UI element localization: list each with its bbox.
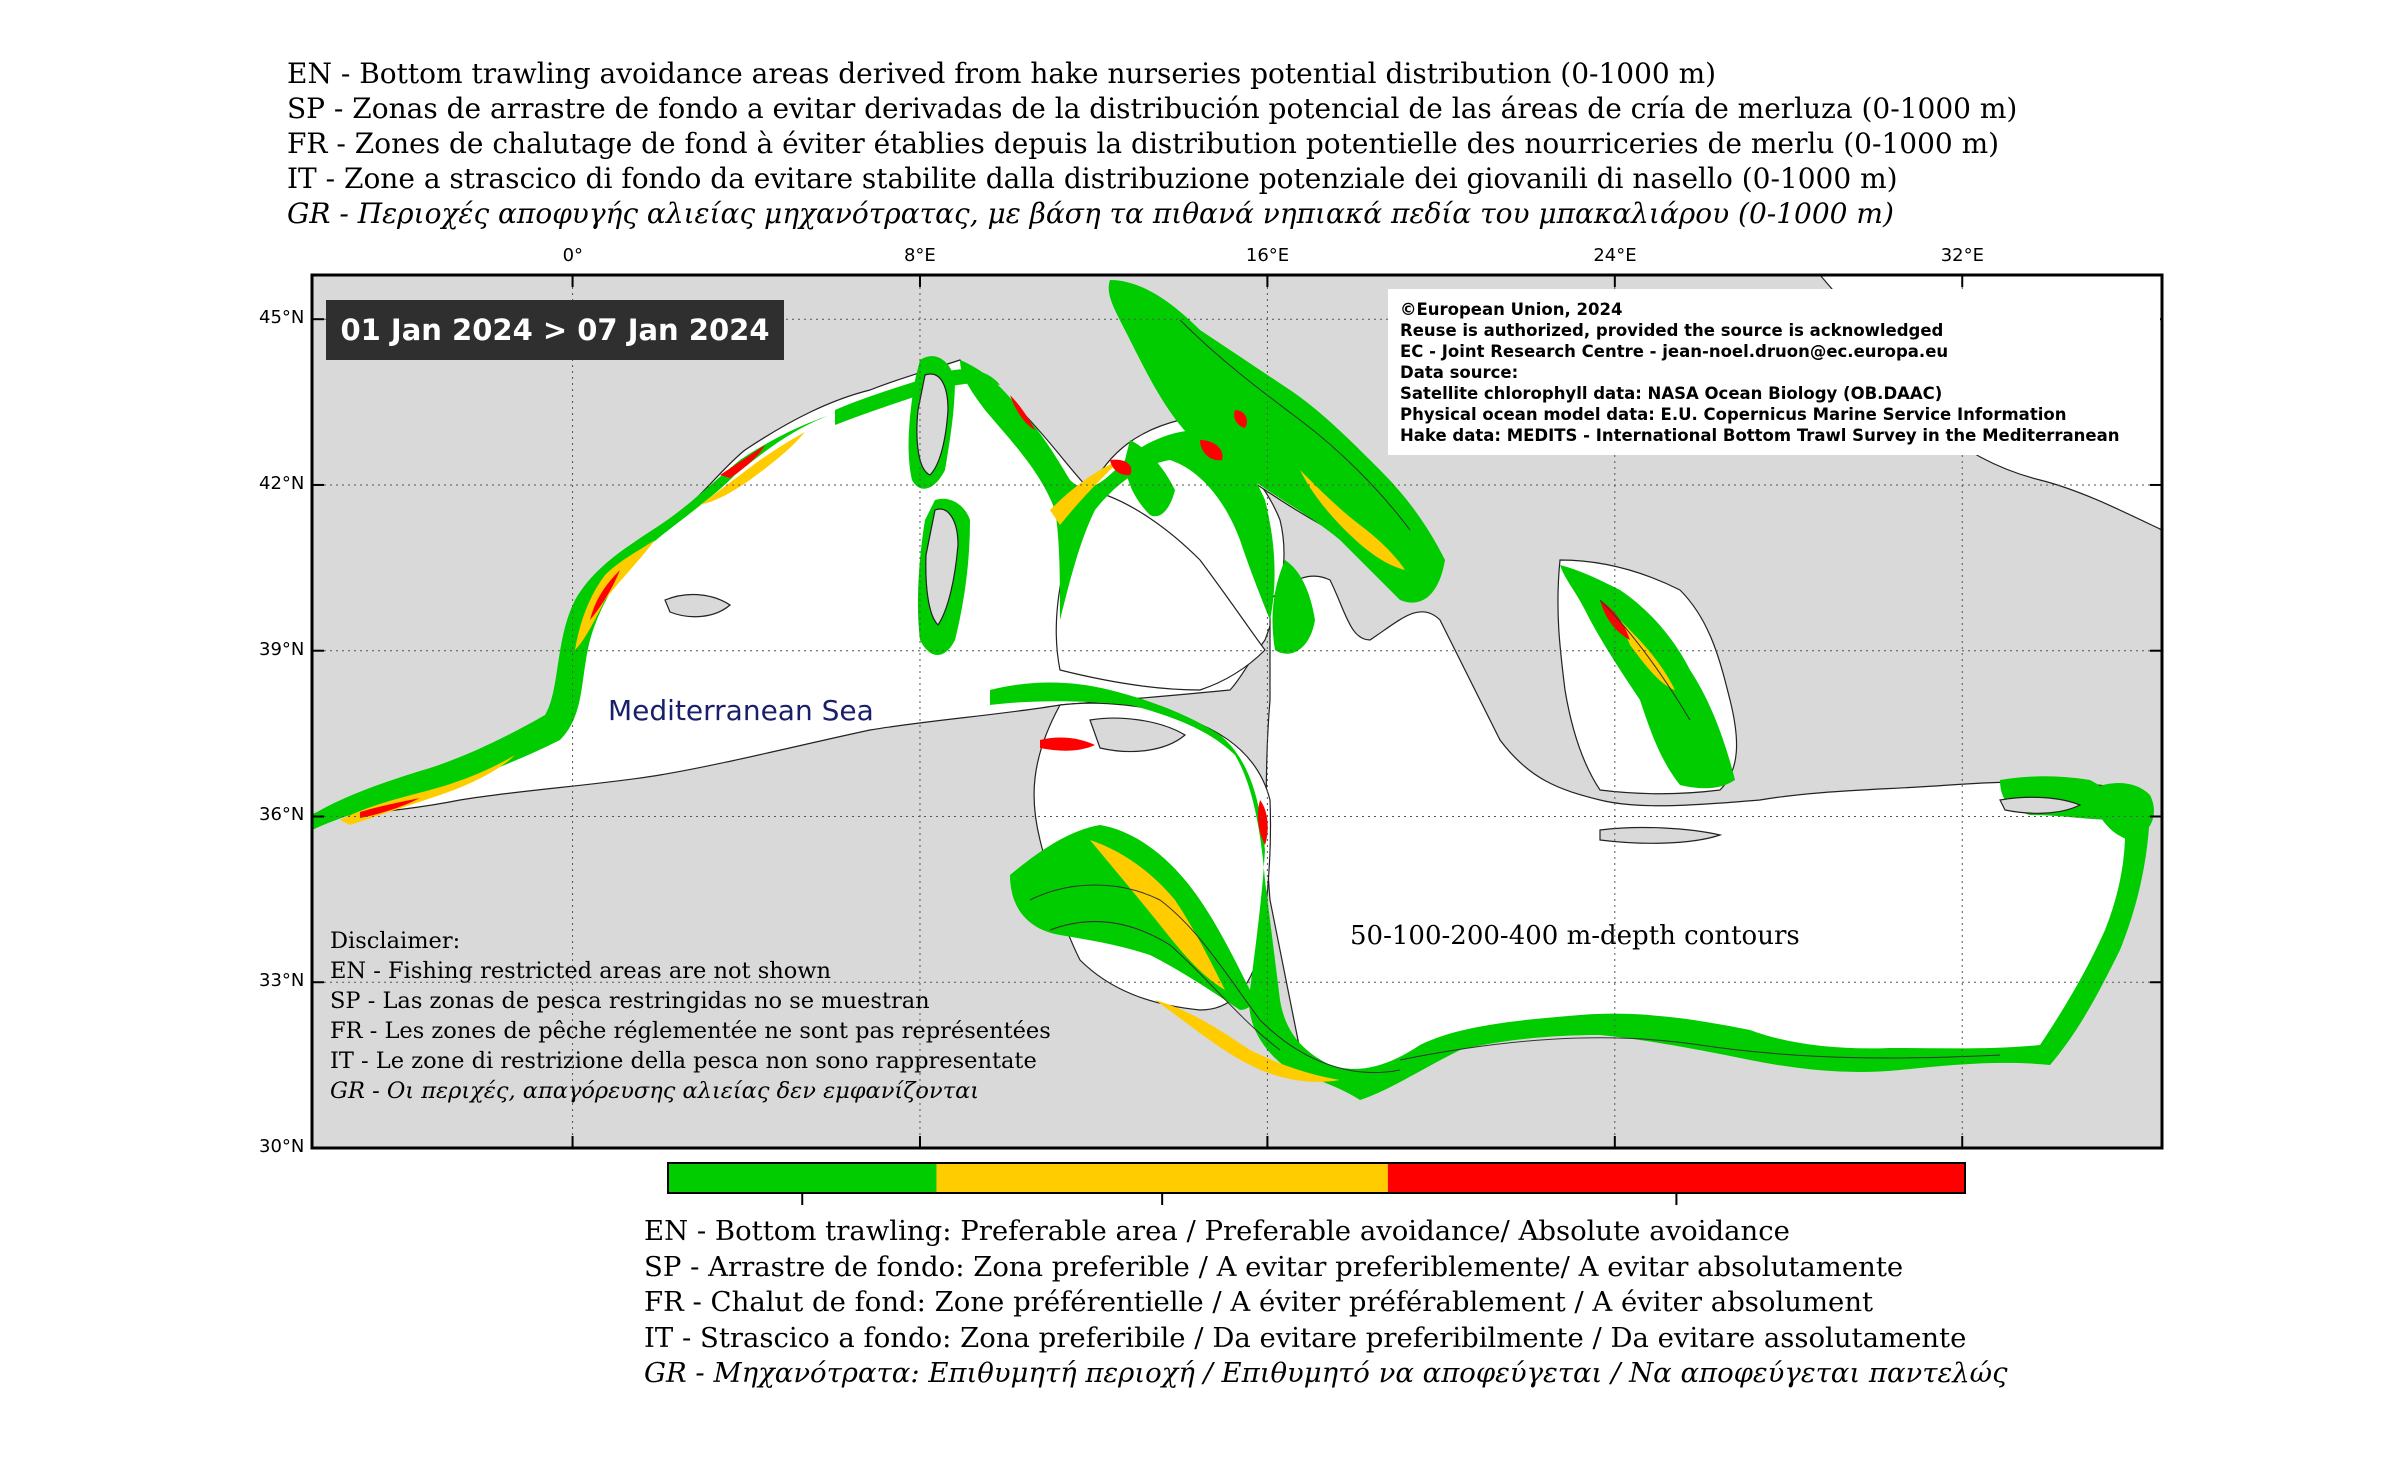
colorbar-preferable-area [668,1163,936,1193]
disclaimer-heading: Disclaimer: [330,928,461,954]
legend-it: IT - Strascico a fondo: Zona preferibile / Da evitare preferibilmente / Da evitare assolutamente [644,1321,1967,1354]
lon-tick-label: 32°E [1940,245,1985,266]
legend-en: EN - Bottom trawling: Preferable area / Preferable avoidance/ Absolute avoidance [644,1215,1790,1247]
legend-fr: FR - Chalut de fond: Zone préférentielle / A éviter préférablement / A éviter absolument [644,1286,1874,1318]
credit-source-heading: Data source: [1400,363,1519,382]
lon-tick-label: 24°E [1593,245,1637,266]
credit-contact: EC - Joint Research Centre - jean-noel.druon@ec.europa.eu [1400,342,1949,361]
credit-satellite: Satellite chlorophyll data: NASA Ocean Biology (OB.DAAC) [1400,384,1943,403]
disclaimer [330,926,1051,1106]
colorbar-preferable-avoidance [936,1163,1387,1193]
credits-box [1388,289,2160,455]
lon-tick-label: 0° [562,245,584,266]
disclaimer-gr: GR - Οι περιχές, απαγόρευσης αλιείας δεν εμφανίζονται [330,1078,980,1104]
sea-label: Mediterranean Sea [608,694,874,727]
lat-tick-label: 30°N [259,1136,305,1157]
credit-hake: Hake data: MEDITS - International Bottom Trawl Survey in the Mediterranean [1400,426,2120,445]
credit-copyright: ©European Union, 2024 [1400,300,1623,319]
title-gr: GR - Περιοχές αποφυγής αλιείας μηχανότρατας, με βάση τα πιθανά νηπιακά πεδία του μπακαλιάρου (0-1000 m) [287,197,1894,230]
disclaimer-en: EN - Fishing restricted areas are not shown [330,958,832,984]
credit-physical: Physical ocean model data: E.U. Copernicus Marine Service Information [1400,405,2067,424]
credit-reuse: Reuse is authorized, provided the source is acknowledged [1400,321,1944,340]
disclaimer-fr: FR - Les zones de pêche réglementée ne sont pas représentées [330,1018,1051,1044]
disclaimer-sp: SP - Las zonas de pesca restringidas no se muestran [330,988,930,1014]
disclaimer-it: IT - Le zone di restrizione della pesca non sono rappresentate [330,1048,1037,1074]
lat-tick-label: 36°N [259,804,305,826]
legend-text [644,1214,2007,1392]
lat-tick-label: 42°N [259,472,305,494]
title-it: IT - Zone a strascico di fondo da evitare stabilite dalla distribuzione potenziale dei giovanili di nasello (0-1000 m) [287,162,1898,195]
title-en: EN - Bottom trawling avoidance areas derived from hake nurseries potential distribution (0-1000 m) [287,57,1717,90]
colorbar-absolute-avoidance [1388,1163,1965,1193]
colorbar [668,1163,1965,1205]
title-fr: FR - Zones de chalutage de fond à éviter établies depuis la distribution potentielle des nourriceries de merlu (0-1000 m) [287,127,2000,160]
lon-tick-label: 16°E [1245,245,1290,266]
title-sp: SP - Zonas de arrastre de fondo a evitar derivadas de la distribución potencial de las áreas de cría de merluza (0-1000 m) [287,92,2018,125]
lat-tick-label: 33°N [259,970,305,992]
date-range-badge: 01 Jan 2024 > 07 Jan 2024 [326,300,784,360]
legend-gr: GR - Μηχανότρατα: Επιθυμητή περιοχή / Επιθυμητό να αποφεύγεται / Να αποφεύγεται παντελώς [644,1357,2008,1389]
contour-label: 50-100-200-400 m-depth contours [1350,921,1800,951]
legend-sp: SP - Arrastre de fondo: Zona preferible / A evitar preferiblemente/ A evitar absolutamente [644,1250,1904,1283]
lat-tick-label: 39°N [259,638,305,660]
lat-tick-label: 45°N [259,307,305,329]
lon-tick-label: 8°E [903,245,936,266]
